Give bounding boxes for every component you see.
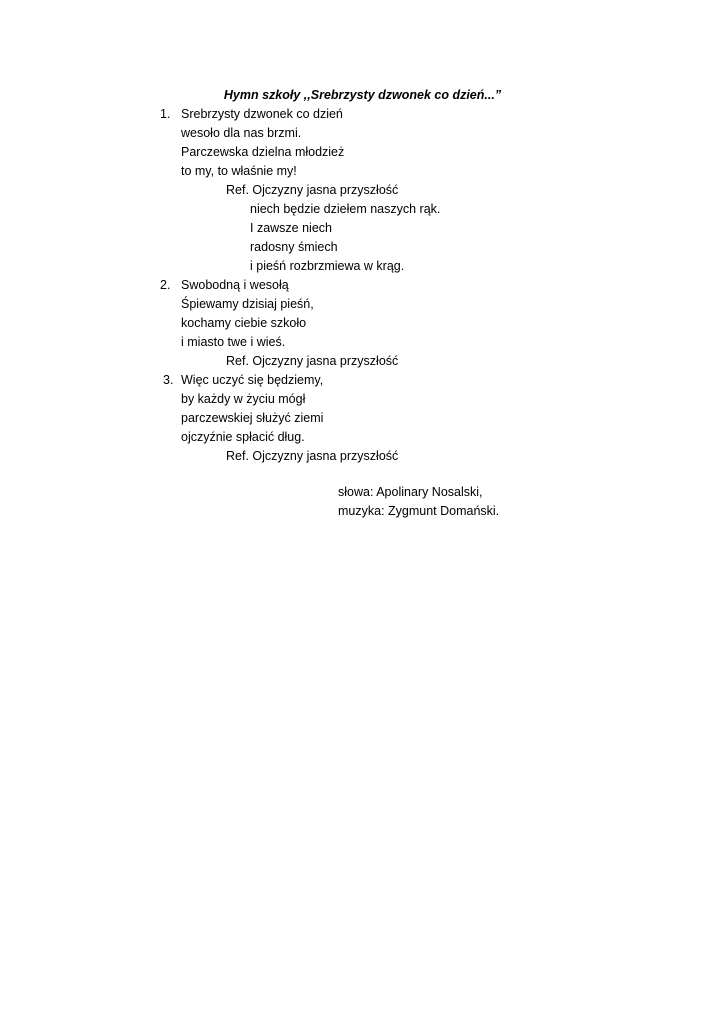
verse-1-refrain-start: Ref. Ojczyzny jasna przyszłość <box>226 183 399 197</box>
refrain-line-4: i pieśń rozbrzmiewa w krąg. <box>250 259 405 273</box>
refrain-line-3: radosny śmiech <box>250 240 338 254</box>
verse-2-line-1: Swobodną i wesołą <box>181 278 289 292</box>
verse-1-number: 1. <box>160 107 171 121</box>
verse-3-line-3: parczewskiej służyć ziemi <box>181 411 324 425</box>
verse-3-refrain-start: Ref. Ojczyzny jasna przyszłość <box>226 449 399 463</box>
verse-1-line-3: Parczewska dzielna młodzież <box>181 145 345 159</box>
verse-2-line-2: Śpiewamy dzisiaj pieśń, <box>181 297 314 311</box>
verse-1-line-2: wesoło dla nas brzmi. <box>181 126 302 140</box>
credits-words: słowa: Apolinary Nosalski, <box>338 485 483 499</box>
verse-3-number: 3. <box>163 373 174 387</box>
verse-1-line-4: to my, to właśnie my! <box>181 164 297 178</box>
verse-3-line-1: Więc uczyć się będziemy, <box>181 373 324 387</box>
verse-2-line-4: i miasto twe i wieś. <box>181 335 286 349</box>
verse-2-number: 2. <box>160 278 171 292</box>
credits-music: muzyka: Zygmunt Domański. <box>338 504 500 518</box>
refrain-line-1: niech będzie dziełem naszych rąk. <box>250 202 441 216</box>
verse-3-line-2: by każdy w życiu mógł <box>181 392 306 406</box>
refrain-line-2: I zawsze niech <box>250 221 332 235</box>
verse-1-line-1: Srebrzysty dzwonek co dzień <box>181 107 343 121</box>
hymn-title: Hymn szkoły ,,Srebrzysty dzwonek co dzień...” <box>223 88 502 102</box>
verse-2-refrain-start: Ref. Ojczyzny jasna przyszłość <box>226 354 399 368</box>
verse-3-line-4: ojczyźnie spłacić dług. <box>181 430 305 444</box>
verse-2-line-3: kochamy ciebie szkoło <box>181 316 307 330</box>
